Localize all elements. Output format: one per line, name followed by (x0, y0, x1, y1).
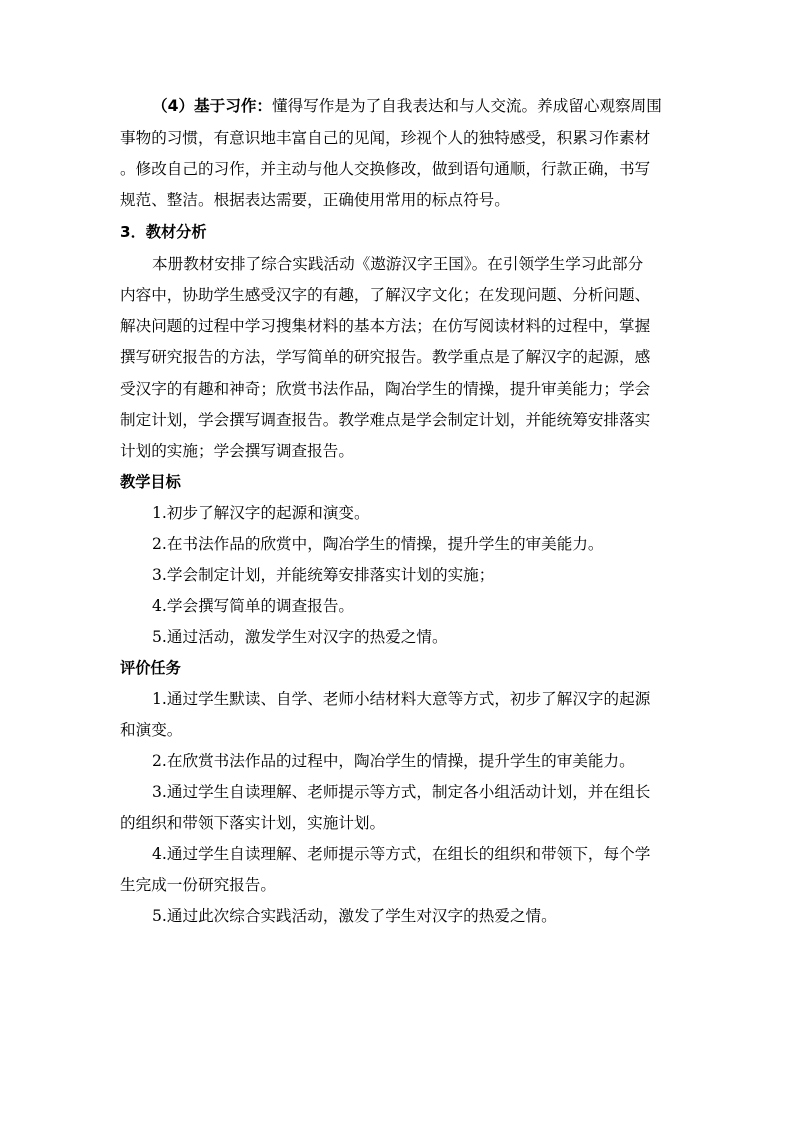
list-item: 4.学会撰写简单的调查报告。 (152, 597, 355, 615)
paragraph-line: 解决问题的过程中学习搜集材料的基本方法；在仿写阅读材料的过程中，掌握 (120, 317, 651, 335)
list-item: 1.通过学生默读、自学、老师小结材料大意等方式，初步了解汉字的起源 (152, 690, 651, 708)
item-text: 懂得写作是为了自我表达和与人交流。养成留心观察周围 (272, 97, 662, 115)
list-item: 3.通过学生自读理解、老师提示等方式，制定各小组活动计划，并在组长 (152, 783, 651, 801)
paragraph-line: 。修改自己的习作，并主动与他人交换修改，做到语句通顺，行款正确，书写 (120, 160, 651, 178)
paragraph-line: 计划的实施；学会撰写调查报告。 (120, 442, 354, 460)
list-item-continuation: 的组织和带领下落实计划，实施计划。 (120, 814, 386, 832)
section-heading: 评价任务 (120, 659, 181, 677)
section-heading: 3．教材分析 (120, 223, 207, 241)
section-heading: 教学目标 (120, 473, 181, 491)
paragraph-line: 内容中，协助学生感受汉字的有趣，了解汉字文化；在发现问题、分析问题、 (120, 286, 651, 304)
paragraph-line: 事物的习惯，有意识地丰富自己的见闻，珍视个人的独特感受，积累习作素材 (120, 129, 651, 147)
list-item: 2.在书法作品的欣赏中，陶冶学生的情操，提升学生的审美能力。 (152, 535, 604, 553)
list-item: 5.通过此次综合实践活动，激发了学生对汉字的热爱之情。 (152, 907, 557, 925)
paragraph-line: 规范、整洁。根据表达需要，正确使用常用的标点符号。 (120, 191, 510, 209)
list-item: 1.初步了解汉字的起源和演变。 (152, 504, 370, 522)
paragraph-line: 制定计划，学会撰写调查报告。教学难点是学会制定计划，并能统筹安排落实 (120, 411, 651, 429)
paragraph-line (152, 96, 712, 116)
list-item-continuation: 和演变。 (120, 721, 183, 739)
list-item: 4.通过学生自读理解、老师提示等方式，在组长的组织和带领下，每个学 (152, 845, 651, 863)
item-label: （4）基于习作： (152, 97, 273, 115)
list-item: 2.在欣赏书法作品的过程中，陶冶学生的情操，提升学生的审美能力。 (152, 752, 635, 770)
paragraph-line: 受汉字的有趣和神奇；欣赏书法作品，陶冶学生的情操，提升审美能力；学会 (120, 380, 651, 398)
paragraph-line: 本册教材安排了综合实践活动《遨游汉字王国》。在引领学生学习此部分 (152, 255, 644, 273)
paragraph-line: 撰写研究报告的方法，学写简单的研究报告。教学重点是了解汉字的起源，感 (120, 348, 651, 366)
list-item-continuation: 生完成一份研究报告。 (120, 876, 276, 894)
list-item: 3.学会制定计划，并能统筹安排落实计划的实施； (152, 566, 495, 584)
list-item: 5.通过活动，激发学生对汉字的热爱之情。 (152, 628, 448, 646)
